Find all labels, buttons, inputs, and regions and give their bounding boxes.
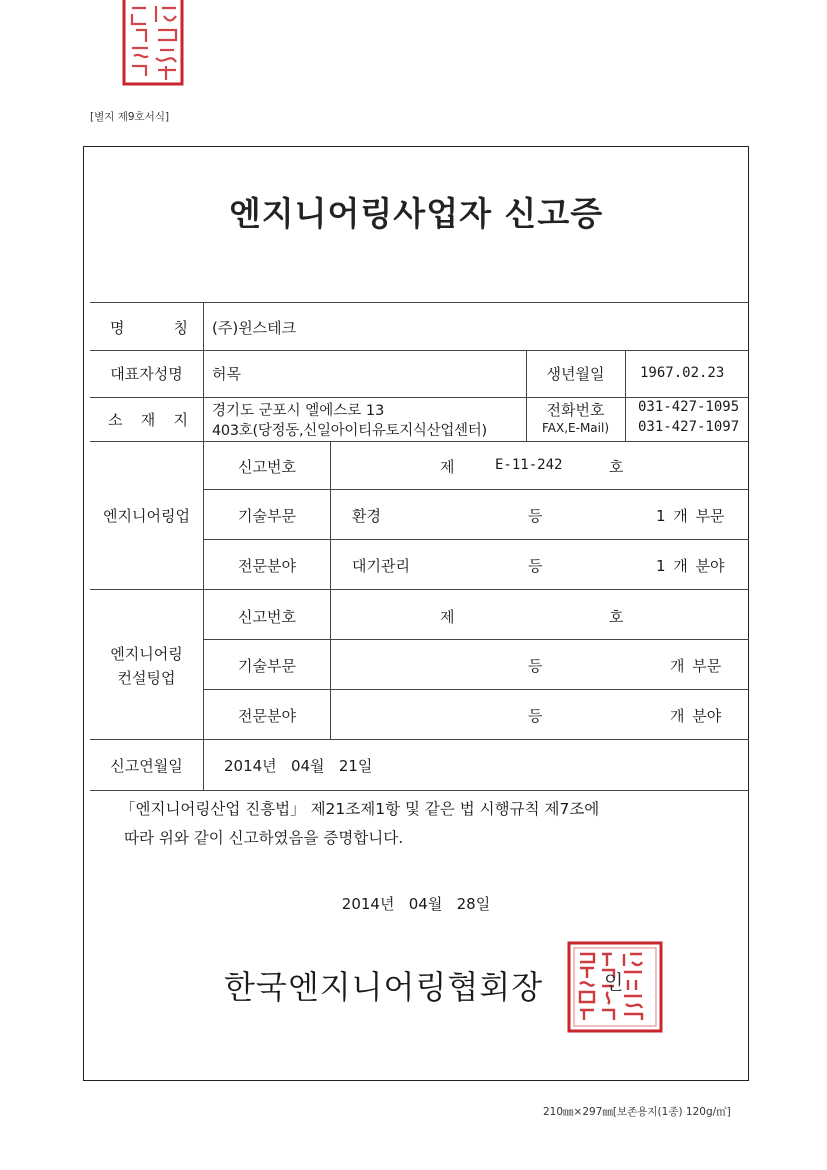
birth-date-value: 1967.02.23 <box>640 365 725 381</box>
con-field-label: 전문분야 <box>238 707 296 725</box>
eng-tech-etc: 등 <box>528 507 543 525</box>
report-date-label: 신고연월일 <box>110 757 183 775</box>
consulting-business-label-2: 컨설팅업 <box>117 669 176 687</box>
certification-statement <box>120 795 599 853</box>
statement-line-1: 「엔지니어링산업 진흥법」 제21조제1항 및 같은 법 시행규칙 제7조에 <box>120 800 600 818</box>
con-field-count: 개 분야 <box>670 707 722 725</box>
issue-date: 2014년 04월 28일 <box>341 895 491 913</box>
birth-date-label: 생년월일 <box>546 365 605 383</box>
con-reg-no-prefix: 제 <box>440 608 455 626</box>
address-label-box <box>108 409 188 430</box>
statement-line-2: 따라 위와 같이 신고하였음을 증명합니다. <box>124 829 404 847</box>
consulting-business-label-1: 엔지니어링 <box>110 645 183 663</box>
form-reference: [별지 제9호서식] <box>90 111 170 123</box>
con-reg-no-suffix: 호 <box>609 608 624 626</box>
company-name: (주)윈스테크 <box>212 319 297 337</box>
official-seal-stamp <box>566 940 664 1034</box>
eng-field-etc: 등 <box>528 557 543 575</box>
paper-specification: 210㎜×297㎜[보존용지(1종) 120g/㎡] <box>543 1106 731 1118</box>
name-label-char-1: 명 <box>110 319 125 337</box>
issuer-name: 한국엔지니어링협회장 <box>224 968 544 1006</box>
seal-mark-text: 인 <box>604 970 624 994</box>
eng-tech-value: 환경 <box>352 507 381 525</box>
document-title: 엔지니어링사업자 신고증 <box>228 194 604 233</box>
address-line-1: 경기도 군포시 엘에스로 13 <box>212 403 385 419</box>
eng-reg-no-prefix: 제 <box>440 458 455 476</box>
top-seal-stamp <box>118 0 188 92</box>
certificate-table <box>90 302 749 791</box>
eng-field-count: 1 개 분야 <box>656 557 725 575</box>
con-tech-label: 기술부문 <box>238 657 296 675</box>
address-label-char-3: 지 <box>173 411 188 429</box>
report-date-value: 2014년 04월 21일 <box>224 757 373 775</box>
fax-value: 031-427-1097 <box>638 419 740 435</box>
engineering-business-label: 엔지니어링업 <box>103 507 190 525</box>
representative-label: 대표자성명 <box>110 365 183 383</box>
name-label-char-2: 칭 <box>173 319 188 337</box>
con-tech-etc: 등 <box>528 657 543 675</box>
con-field-etc: 등 <box>528 707 543 725</box>
con-reg-no-label: 신고번호 <box>238 608 296 626</box>
representative-name: 허목 <box>212 365 241 383</box>
address-label-char-1: 소 <box>108 411 123 429</box>
address-label-char-2: 재 <box>140 411 156 429</box>
con-tech-count: 개 부문 <box>670 657 722 675</box>
eng-field-value: 대기관리 <box>352 557 410 575</box>
address-line-2: 403호(당정동,신일아이티유토지식산업센터) <box>212 423 487 439</box>
fax-email-label: FAX,E-Mail) <box>541 421 609 435</box>
name-label-box <box>110 317 188 338</box>
eng-reg-no-suffix: 호 <box>609 458 624 476</box>
eng-reg-no-label: 신고번호 <box>238 458 296 476</box>
eng-tech-label: 기술부문 <box>238 507 296 525</box>
eng-reg-no-value: E-11-242 <box>495 457 563 473</box>
eng-field-label: 전문분야 <box>238 557 296 575</box>
phone-label: 전화번호 <box>546 401 605 419</box>
phone-value: 031-427-1095 <box>638 399 740 415</box>
eng-tech-count: 1 개 부문 <box>656 507 725 525</box>
